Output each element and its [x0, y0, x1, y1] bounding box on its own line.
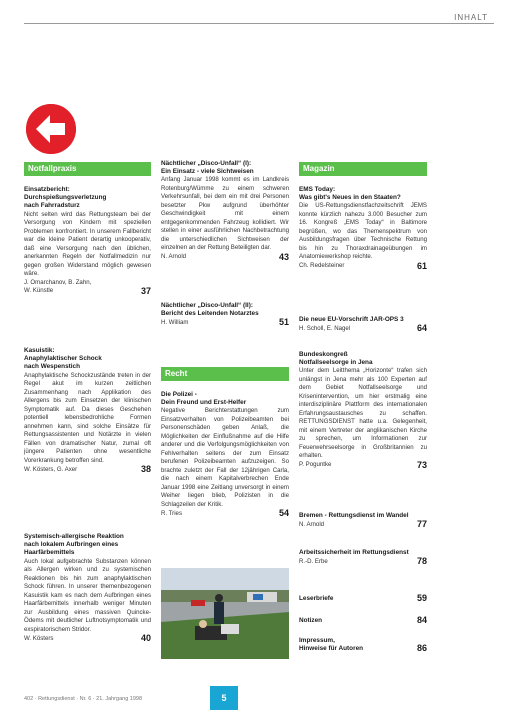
article[interactable] [24, 533, 151, 643]
section-bar-recht: Recht [161, 367, 289, 381]
article-page: 73 [416, 459, 427, 470]
section-bar-magazin: Magazin [299, 162, 427, 176]
article-title: EMS Today: Was gibt's Neues in den Staaten? [299, 186, 401, 202]
article-body: Anaphylaktische Schockzustände treten in der Regel akut im kurzen zeitlichen Zusammenhang nach Applikation des Allergens bis zum Einsetzen der klinischen Symptomatik auf. Da dieses Geschehen potentiell lebensbedrohliche Formen annehmen kann, sind solche Einsätze für Rettungsassistenten und Notärzte in vielen Fällen von dramatischer Natur, zumal oft jüngere Patienten ohne wesentliche Vorerkrankung betroffen sind. [24, 371, 151, 464]
footer-info: 402 · Rettungsdienst · Nr. 6 · 21. Jahrgang 1998 [24, 696, 143, 702]
article[interactable] [299, 594, 427, 603]
article[interactable] [299, 186, 427, 271]
article[interactable] [161, 391, 289, 518]
section-bar-notfallpraxis: Notfallpraxis [24, 162, 151, 176]
article-page: 59 [416, 593, 427, 603]
article-title: Impressum, Hinweise für Autoren [299, 637, 364, 653]
article-title: Kasuistik: Anaphylaktischer Schock nach Wespenstich [24, 347, 102, 371]
article-authors: N. Arnold [161, 253, 187, 261]
article-page: 51 [278, 317, 289, 328]
article-body: Negative Berichterstattungen zum Einsatzverhalten von Polizeibeamten bei Personenschäden geben Anlaß, die Möglichkeiten der Einflußnahme auf die Hilfe anderer und die Verfolgungsmöglichkeiten von Fehlverhalten seitens der zum Einsatz berufenen Polizeibeamten aufzuzeigen. So brachte zuletzt der Fall der 12jährigen Carla, die nach einem Kapitalverbrechen Ende Januar 1998 eine Zeitlang unversorgt in einem Weiher liegen blieb, Polizisten in die Schlagzeilen der Kritik. [161, 407, 289, 508]
article[interactable] [299, 549, 427, 566]
article[interactable] [24, 186, 151, 296]
article-page: 78 [416, 556, 427, 567]
article-authors: Ch. Redelsteiner [299, 262, 345, 270]
page-number: 5 [210, 686, 238, 710]
article-title: Notizen [299, 616, 323, 624]
article-authors: H. Scholl, E. Nagel [299, 324, 351, 332]
article-body: Die US-Rettungsdienstfachzeitschrift JEMS konnte kürzlich nahezu 3.000 Besucher zum 16. Kongreß „EMS Today“ in Baltimore begrüßen, wo das Themenspektrum von Ausbildungsfragen über Technische Rettung bis hin zu Thoraxdrainageübungen im Anatomiewerkshop reichte. [299, 202, 427, 261]
article-body: Nicht selten wird das Rettungsteam bei der Versorgung von Kindern mit speziellen Problemen konfrontiert. In unserem Fallbericht war die kleine Patient derartig unkooperativ, daß eine Versorgung nach den üblichen, anerkannten Regeln der Notfallmedizin nur gegen großen Widerstand möglich gewesen wäre. [24, 210, 151, 278]
article-body: Auch lokal aufgebrachte Substanzen können als Allergen wirken und zu systemischen Reaktionen bis hin zum anaphylaktischen Schock führen. In unserer themenbezogenen Kasuistik kam es nach dem Aufbringen eines Haarfärbemittels innerhalb weniger Minuten zur Ausbildung eines massiven Quincke-Ödems mit deutlicher Luftnotsymptomatik und exspiratorischem Stridor. [24, 557, 151, 633]
article-page: 84 [416, 615, 427, 625]
article-body: Anfang Januar 1998 kommt es im Landkreis Rotenburg/Wümme zu einem schweren Verkehrsunfall, bei dem ein mit drei Personen besetzter Pkw aufgrund überhöhter Geschwindigkeit mit einem entgegenkommenden Fahrzeug kollidiert. Wir stellen in einer ausführlichen Nachbetrachtung die unterschiedlichen Sichtweisen der einzelnen an der Rettung Beteiligten dar. [161, 176, 289, 252]
article[interactable] [299, 512, 427, 529]
article[interactable] [299, 637, 427, 653]
article-title: Bremen - Rettungsdienst im Wandel [299, 512, 409, 519]
article-authors: W. Kösters [24, 634, 54, 642]
article[interactable] [161, 302, 289, 327]
article-authors: R.-D. Erbe [299, 557, 328, 565]
article-page: 64 [416, 323, 427, 334]
article-title: Nächtlicher „Disco-Unfall“ (I): Ein Einsatz - viele Sichtweisen [161, 160, 254, 176]
article-title: Arbeitssicherheit im Rettungsdienst [299, 549, 409, 556]
article-authors: W. Kösters, G. Axer [24, 465, 78, 473]
left-arrow-icon [26, 104, 76, 154]
article-title: Bundeskongreß Notfallseelsorge in Jena [299, 351, 373, 367]
article-page: 86 [416, 643, 427, 654]
article-page: 38 [140, 464, 151, 475]
column-recht [161, 367, 289, 381]
article-title: Nächtlicher „Disco-Unfall“ (II): Bericht des Leitenden Notarztes [161, 302, 259, 318]
article-title: Die Polizei - Dein Freund und Erst-Helfer [161, 391, 247, 407]
article-body: Unter dem Leitthema „Horizonte“ trafen sich unlängst in Jena mehr als 100 Experten auf dem Gebiet Notfallseelsorge und Krisenintervention, um hier erstmalig eine interdisziplinäre Plattform des internationalen Erfahrungsaustausches zu schaffen. RETTUNGSDIENST hatte u.a. Gelegenheit, mit einem Vertreter der anglikanischen Kirche zu sprechen, um Informationen zur Feuerwehrseelsorge in Großbritannien zu erhalten. [299, 367, 427, 460]
article-title: Leserbriefe [299, 594, 334, 602]
article-authors: H. William [161, 318, 189, 326]
article[interactable] [161, 160, 289, 262]
article-authors: J. Omarchanov, B. Zahn, W. Künstle [24, 278, 92, 295]
header-label: INHALT [454, 13, 488, 22]
article-page: 37 [140, 285, 151, 296]
article[interactable] [24, 347, 151, 474]
article[interactable] [299, 351, 427, 470]
accident-scene-photo [161, 568, 289, 659]
column-magazin [299, 162, 427, 176]
header-rule [24, 23, 494, 24]
article-authors: P. Poguntke [299, 461, 332, 469]
article-page: 40 [140, 633, 151, 644]
article-title: Die neue EU-Vorschrift JAR-OPS 3 [299, 316, 404, 323]
article-authors: R. Tries [161, 509, 182, 517]
article-page: 77 [416, 519, 427, 530]
article-page: 54 [278, 508, 289, 519]
article[interactable] [299, 316, 427, 333]
article-page: 61 [416, 260, 427, 271]
article-page: 43 [278, 251, 289, 262]
article-authors: N. Arnold [299, 520, 325, 528]
article-title: Einsatzbericht: Durchspießungsverletzung nach Fahrradsturz [24, 186, 107, 210]
article-title: Systemisch-allergische Reaktion nach lokalem Aufbringen eines Haarfärbemittels [24, 533, 124, 557]
column-notfallpraxis [24, 162, 151, 176]
article[interactable] [299, 616, 427, 625]
